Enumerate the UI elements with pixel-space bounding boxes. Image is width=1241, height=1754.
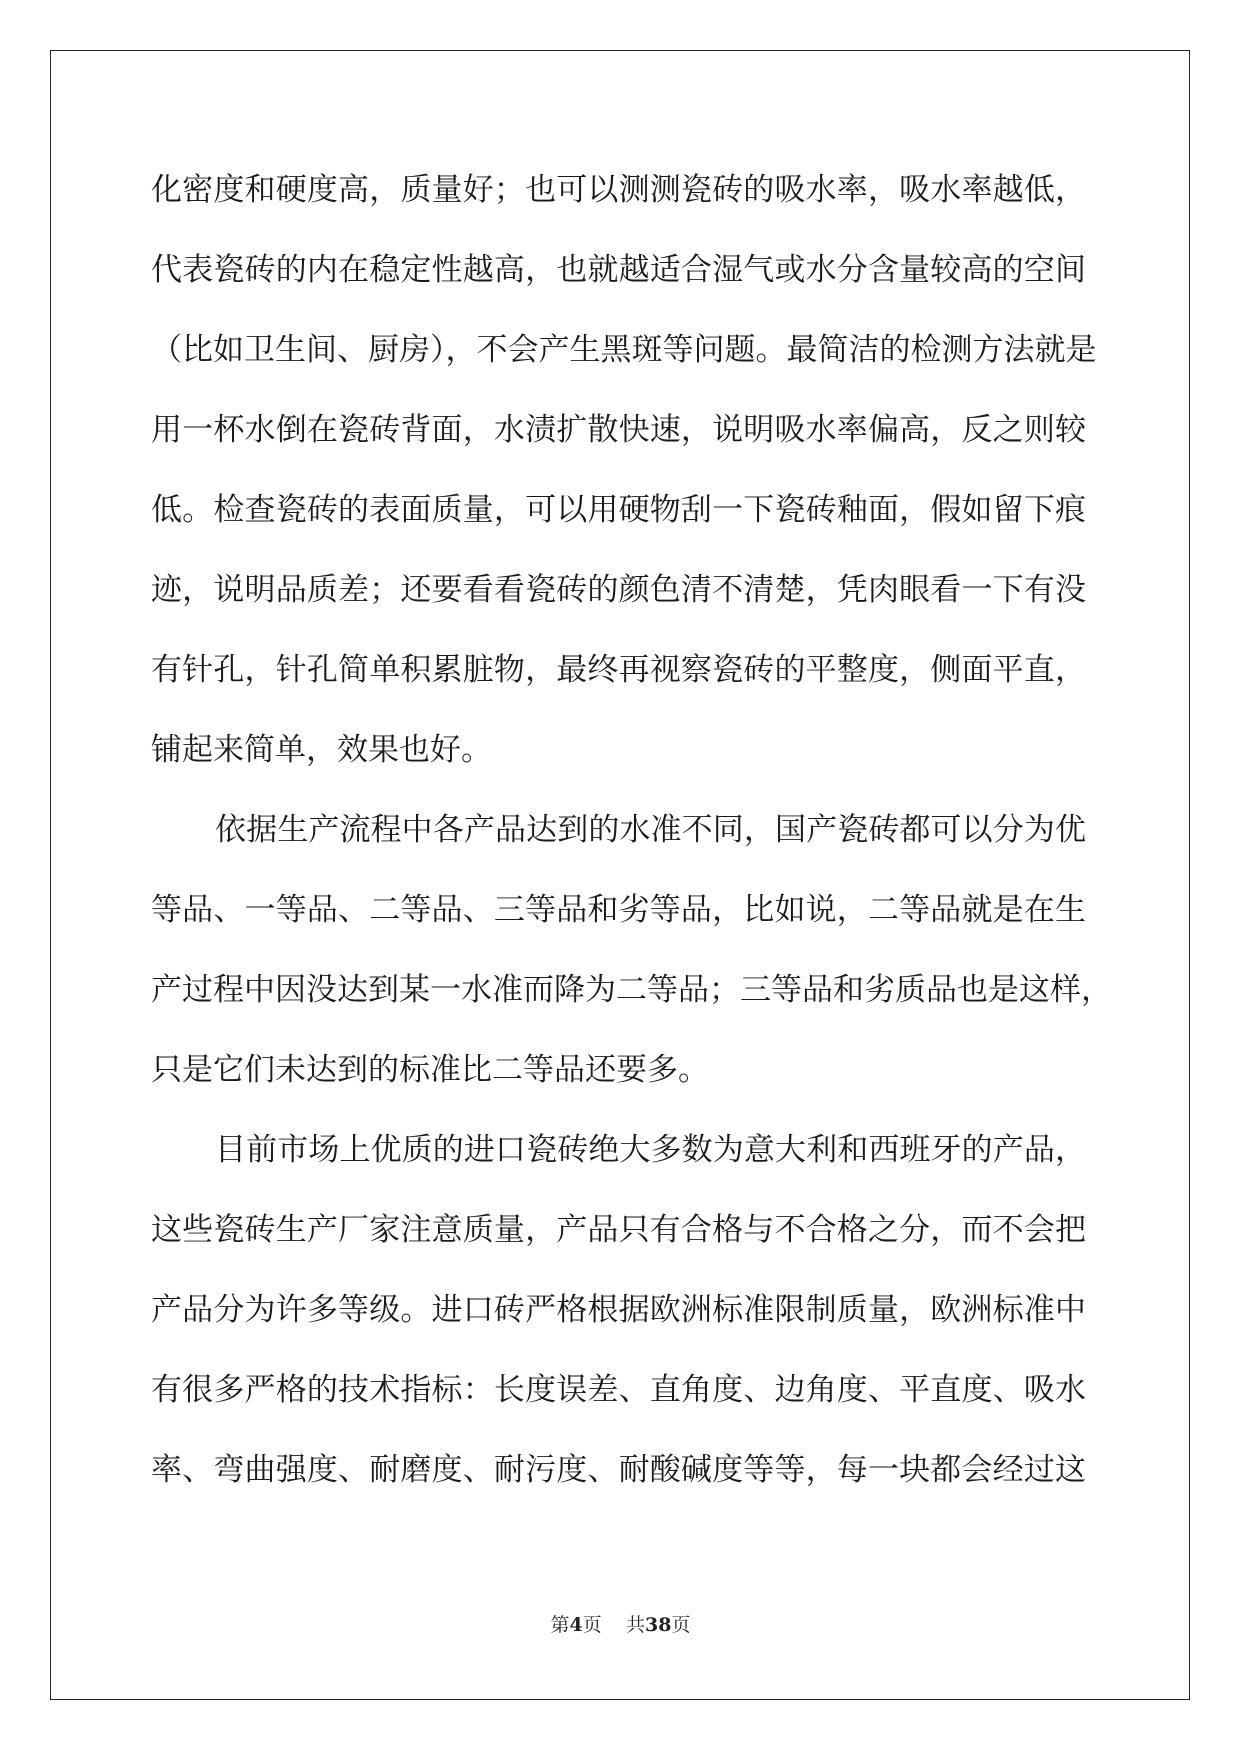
body-text-line: 有针孔，针孔简单积累脏物，最终再视察瓷砖的平整度，侧面平直， xyxy=(151,652,1086,688)
body-text-line: 依据生产流程中各产品达到的水准不同，国产瓷砖都可以分为优 xyxy=(215,812,1086,848)
body-text-line: 化密度和硬度高，质量好；也可以测测瓷砖的吸水率，吸水率越低， xyxy=(151,172,1086,208)
body-text-line: 率、弯曲强度、耐磨度、耐污度、耐酸碱度等等，每一块都会经过这 xyxy=(151,1452,1086,1488)
body-text-line: 这些瓷砖生产厂家注意质量，产品只有合格与不合格之分，而不会把 xyxy=(151,1212,1086,1248)
footer-total-number: 38 xyxy=(644,1614,672,1636)
footer-total-prefix: 共 xyxy=(625,1614,645,1636)
footer-page-prefix: 第 xyxy=(550,1614,570,1636)
body-text-line: 目前市场上优质的进口瓷砖绝大多数为意大利和西班牙的产品， xyxy=(215,1132,1086,1168)
body-text-line: 铺起来简单，效果也好。 xyxy=(151,732,492,768)
page-footer xyxy=(0,1610,1241,1637)
footer-page-suffix: 页 xyxy=(582,1614,602,1636)
body-text-line: （比如卫生间、厨房），不会产生黑斑等问题。最简洁的检测方法就是 xyxy=(151,332,1097,368)
footer-total-suffix: 页 xyxy=(671,1614,691,1636)
body-text-line: 产过程中因没达到某一水准而降为二等品；三等品和劣质品也是这样， xyxy=(151,972,1112,1008)
body-text-line: 等品、一等品、二等品、三等品和劣等品，比如说，二等品就是在生 xyxy=(151,892,1086,928)
body-text-line: 有很多严格的技术指标：长度误差、直角度、边角度、平直度、吸水 xyxy=(151,1372,1086,1408)
document-body xyxy=(151,150,1112,1510)
body-text-line: 用一杯水倒在瓷砖背面，水渍扩散快速，说明吸水率偏高，反之则较 xyxy=(151,412,1086,448)
body-text-line: 低。检查瓷砖的表面质量，可以用硬物刮一下瓷砖釉面，假如留下痕 xyxy=(151,492,1086,528)
footer-page-number: 4 xyxy=(569,1614,583,1636)
body-text-line: 只是它们未达到的标准比二等品还要多。 xyxy=(151,1052,709,1088)
body-text-line: 迹，说明品质差；还要看看瓷砖的颜色清不清楚，凭肉眼看一下有没 xyxy=(151,572,1086,608)
body-text-line: 产品分为许多等级。进口砖严格根据欧洲标准限制质量，欧洲标准中 xyxy=(151,1292,1086,1328)
body-text-line: 代表瓷砖的内在稳定性越高，也就越适合湿气或水分含量较高的空间 xyxy=(151,252,1086,288)
